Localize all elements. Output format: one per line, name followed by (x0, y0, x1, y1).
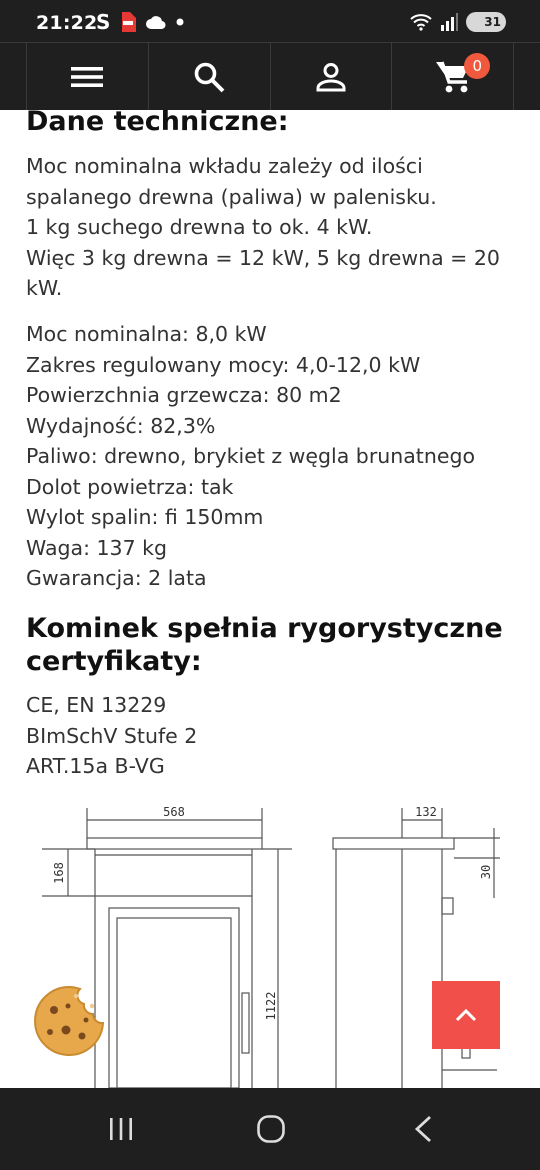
status-bar (0, 0, 540, 42)
home-button[interactable] (250, 1112, 292, 1146)
spec-line: Wydajność: 82,3% (26, 413, 216, 438)
product-description (0, 110, 540, 1088)
pdf-icon (120, 12, 136, 32)
account-icon (316, 62, 346, 92)
signal-icon (440, 13, 458, 31)
intro-line: Więc 3 kg drewna = 12 kW, 5 kg drewna = 20 (26, 245, 500, 270)
power-intro-paragraph (26, 151, 521, 304)
battery-icon: 31 (466, 12, 506, 32)
cookie-icon (32, 984, 106, 1056)
certificate-item: ART.15a B-VG (26, 754, 165, 778)
status-system-icons (410, 12, 506, 32)
chevron-up-icon (455, 1008, 477, 1022)
spec-line: Dolot powietrza: tak (26, 474, 234, 499)
menu-icon (70, 65, 104, 89)
s-notification-icon: S (96, 10, 111, 34)
dimension-side-depth: 132 (415, 805, 437, 819)
spec-line: Wylot spalin: fi 150mm (26, 505, 264, 529)
back-icon (412, 1114, 434, 1144)
scroll-to-top-button[interactable] (432, 981, 500, 1049)
system-navigation-bar (0, 1088, 540, 1170)
search-icon (193, 61, 225, 93)
intro-line: kW. (26, 276, 63, 300)
cart-count-badge: 0 (464, 53, 490, 79)
dimension-side-offset: 30 (479, 864, 493, 880)
cloud-icon (146, 15, 166, 29)
account-button[interactable] (270, 43, 392, 110)
recent-apps-icon (107, 1116, 135, 1142)
status-time: 21:22 (36, 12, 98, 34)
spec-line: Paliwo: drewno, brykiet z węgla brunatnego (26, 444, 475, 468)
certificates-heading (26, 612, 503, 678)
spec-line: Powierzchnia grzewcza: 80 m2 (26, 383, 342, 407)
menu-button[interactable] (26, 43, 148, 110)
back-button[interactable] (402, 1112, 444, 1146)
spec-line: Waga: 137 kg (26, 535, 168, 560)
intro-line: Moc nominalna wkładu zależy od ilości (26, 154, 423, 178)
spec-line: Zakres regulowany mocy: 4,0-12,0 kW (26, 352, 421, 377)
dimension-front-width: 568 (163, 805, 185, 819)
search-button[interactable] (148, 43, 270, 110)
cart-button[interactable] (391, 43, 514, 110)
dot-icon (176, 18, 184, 26)
certificates-list (26, 690, 521, 782)
top-navigation (0, 42, 540, 110)
intro-line: spalanego drewna (paliwa) w palenisku. (26, 184, 437, 209)
wifi-icon (410, 13, 432, 31)
home-icon (256, 1114, 286, 1144)
spec-line: Moc nominalna: 8,0 kW (26, 322, 267, 346)
status-notifications (96, 12, 184, 32)
recent-apps-button[interactable] (100, 1112, 142, 1146)
dimension-total-height: 1122 (264, 991, 278, 1021)
technical-data-heading: Dane techniczne: (26, 110, 289, 137)
certificates-heading-line: Kominek spełnia rygorystyczne (26, 613, 503, 644)
spec-line: Gwarancja: 2 lata (26, 566, 207, 590)
certificate-item: BImSchV Stufe 2 (26, 723, 198, 748)
cookie-settings-button[interactable] (32, 984, 106, 1056)
certificate-item: CE, EN 13229 (26, 693, 167, 717)
specifications-list (26, 319, 521, 594)
dimension-top-panel-height: 168 (52, 862, 66, 884)
certificates-heading-line: certyfikaty: (26, 646, 202, 677)
intro-line: 1 kg suchego drewna to ok. 4 kW. (26, 215, 373, 239)
